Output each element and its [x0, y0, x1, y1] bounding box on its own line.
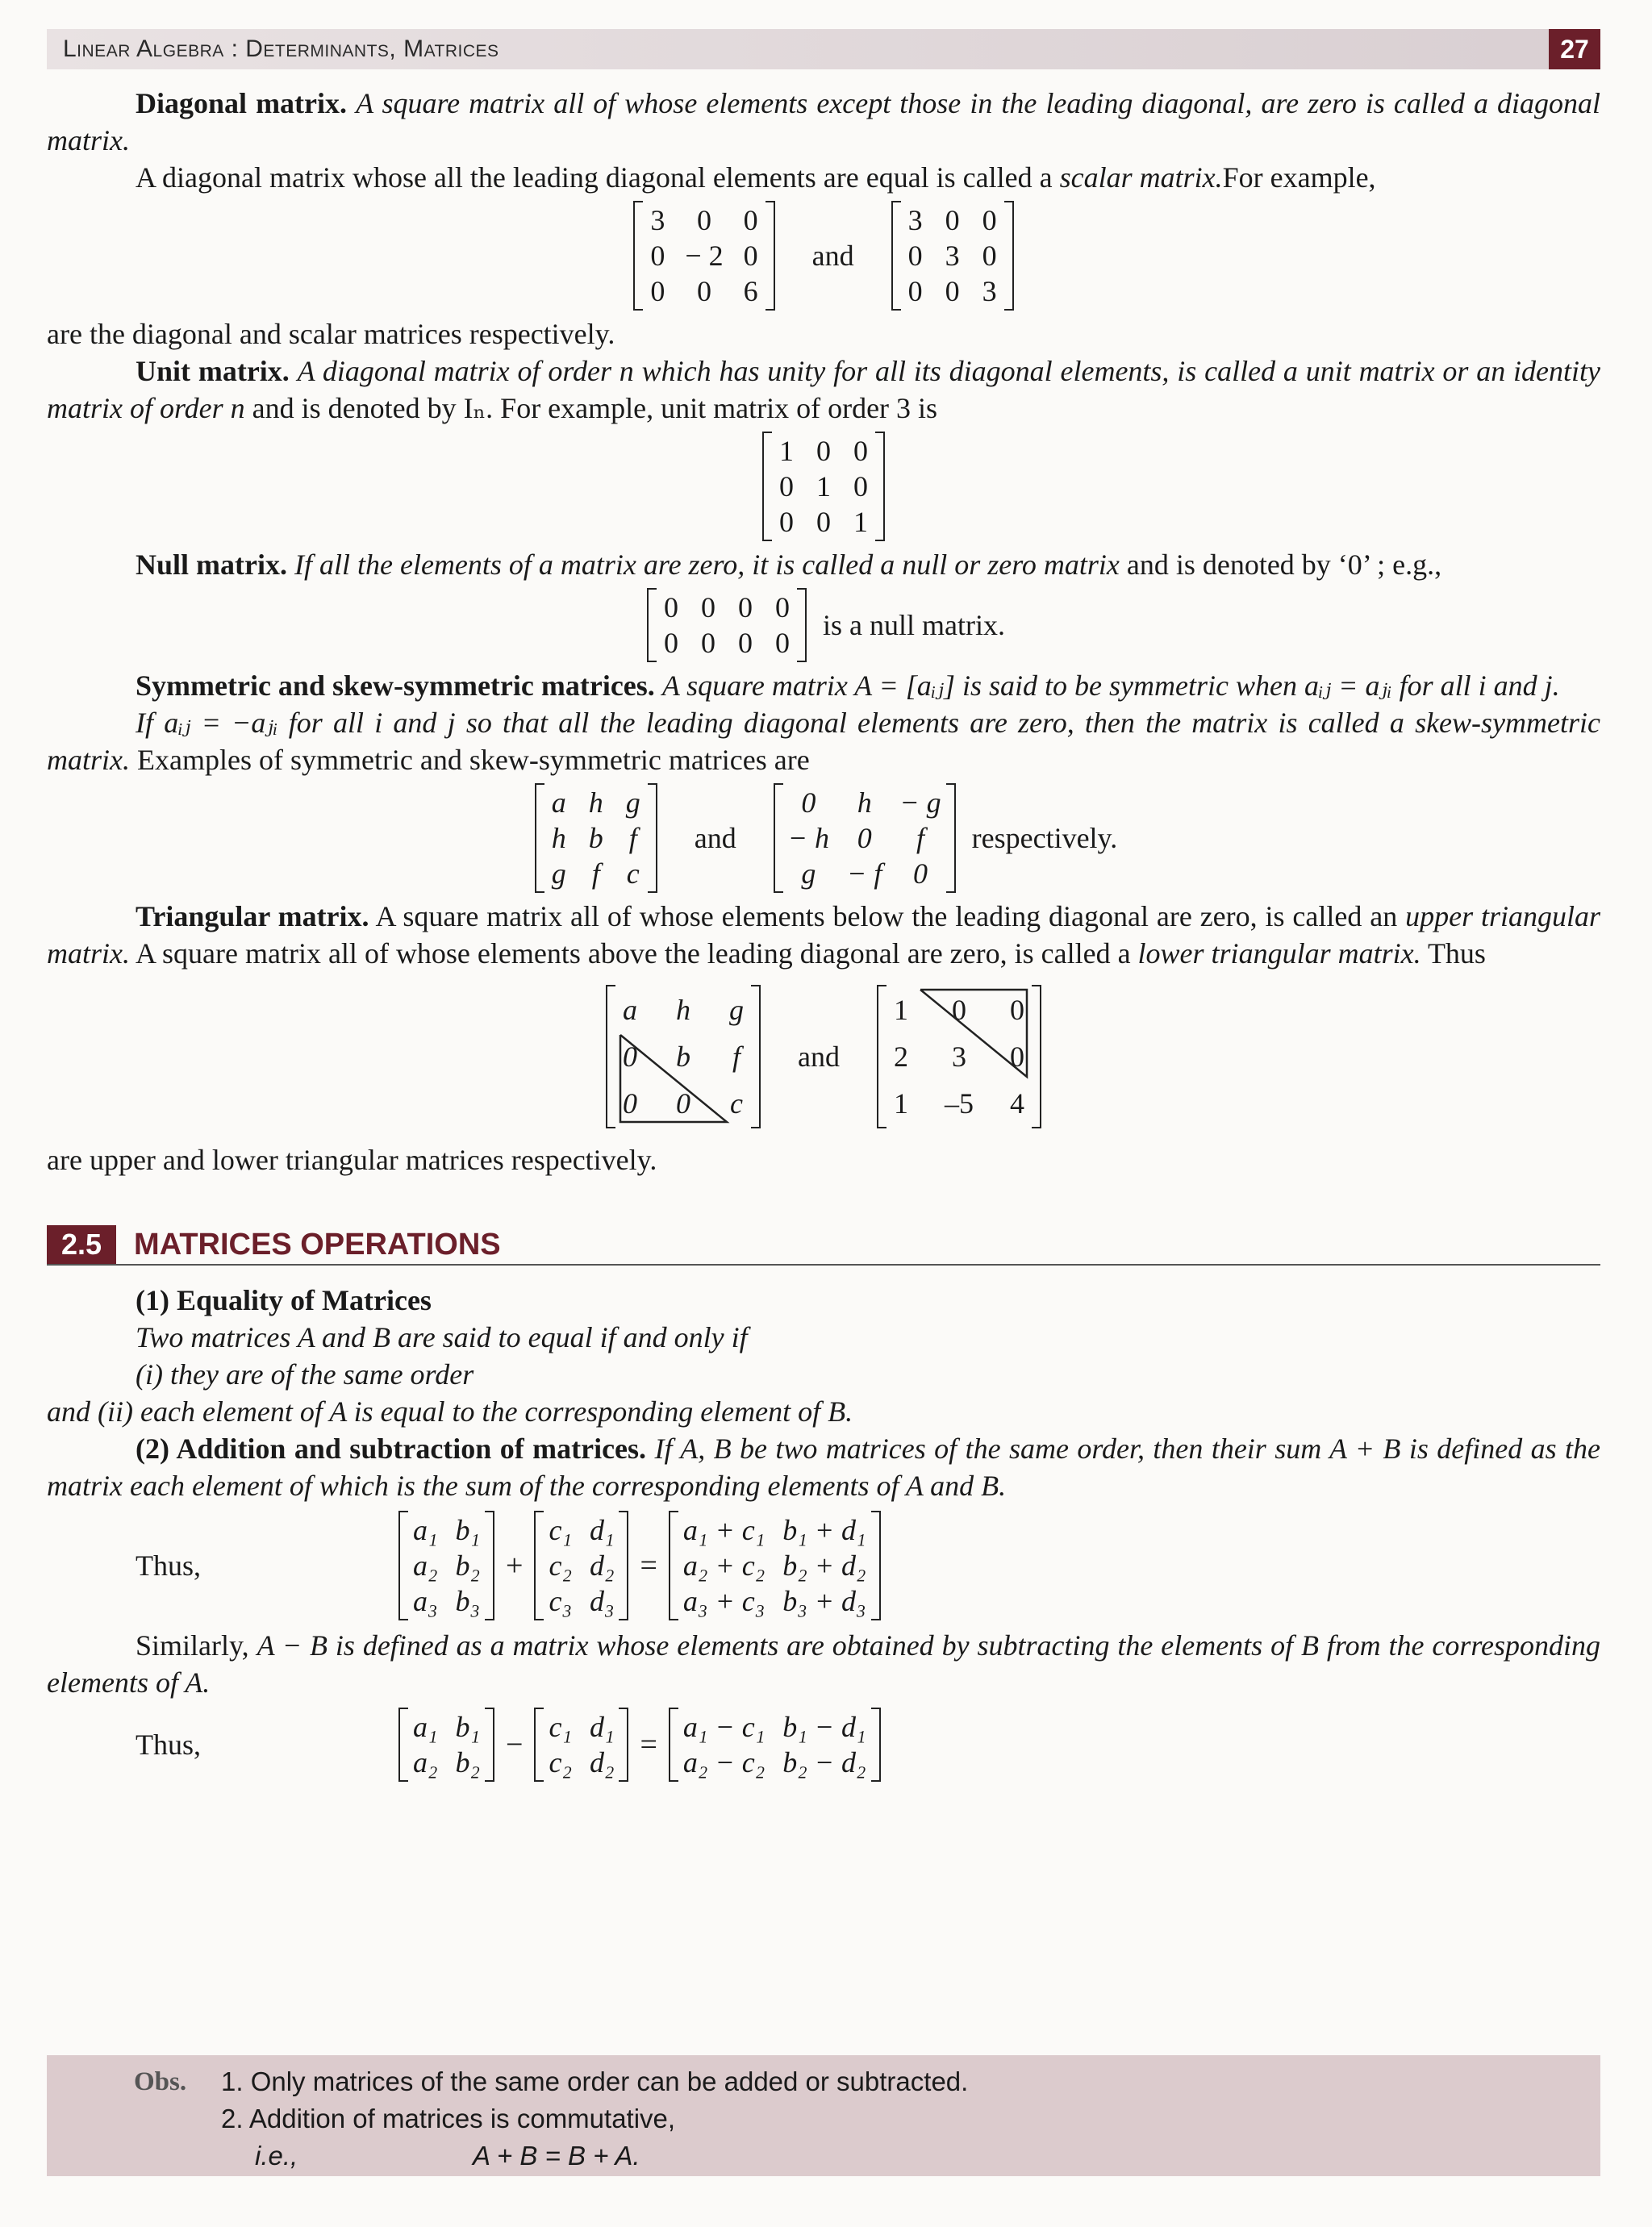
matrix-cell: a₂	[413, 1746, 438, 1779]
matrix-cell: d₁	[589, 1711, 615, 1743]
matrix-cell: 3	[907, 204, 923, 236]
equality-line-1	[47, 1319, 1600, 1356]
matrix-cells	[783, 783, 946, 893]
matrix-cell: 0	[664, 627, 679, 659]
skew-definition	[47, 704, 1600, 778]
matrix-cell: 0	[701, 627, 716, 659]
matrix-cell: 0	[738, 627, 753, 659]
matrix-cell: d₃	[589, 1585, 615, 1617]
matrix-cell: 1	[893, 994, 908, 1026]
page-header	[47, 29, 1600, 69]
matrix-cell: 1	[816, 470, 831, 503]
matrix-cell: c₂	[549, 1746, 572, 1779]
subtraction-definition	[47, 1627, 1600, 1701]
matrix-cell: h	[676, 994, 690, 1026]
matrix-cell: 0	[801, 786, 816, 819]
matrix-cell: 0	[907, 275, 923, 307]
null-definition	[47, 546, 1600, 583]
matrix-cell: c	[626, 857, 640, 890]
matrix-cell: f	[916, 822, 924, 854]
triangular-examples	[47, 985, 1600, 1128]
scalar-text: A diagonal matrix whose all the leading diagonal elements are equal is called a	[136, 161, 1053, 194]
matrix-cell: a₂ − c₂	[682, 1746, 766, 1779]
matrix-cell: 0	[650, 240, 665, 272]
unit-term: Unit matrix.	[136, 355, 290, 387]
matrix-cell: 0	[1009, 1041, 1024, 1073]
triangular-text-2: A square matrix all of whose elements above the leading diagonal are zero, is called a	[136, 937, 1131, 970]
matrix-cell: 0	[701, 591, 716, 623]
matrix-cell: 1	[853, 506, 868, 538]
matrix-cells	[544, 1511, 619, 1620]
matrix-cell: f	[591, 857, 600, 890]
unit-def: A diagonal matrix of order n which has unity for all its diagonal elements, is called a unit matrix or an identity matrix of order n	[47, 355, 1601, 424]
matrix-cell: 0	[623, 1087, 637, 1120]
symmetric-matrix	[535, 783, 657, 893]
matrix-a-b	[398, 1511, 494, 1620]
matrix-cell: g	[729, 994, 744, 1026]
matrix-cell: b₂ − d₂	[782, 1746, 866, 1779]
symmetric-def: A square matrix A = [aᵢⱼ] is said to be symmetric when aᵢⱼ = aⱼᵢ for all i and j.	[661, 669, 1560, 702]
commutative-equation: A + B = B + A.	[473, 2141, 640, 2171]
thus-label: Thus,	[136, 1549, 201, 1582]
symmetric-examples	[47, 783, 1600, 893]
matrix-cell: 3	[982, 275, 997, 307]
skew-symmetric-matrix	[774, 783, 956, 893]
matrix-cell: 0	[697, 204, 711, 236]
matrix-cell: f	[628, 822, 637, 854]
unit-matrix	[762, 432, 885, 541]
ie-label: i.e.,	[255, 2141, 298, 2171]
equality-text-1: Two matrices A and B are said to equal if and only if	[136, 1321, 748, 1353]
null-def: If all the elements of a matrix are zero, it is called a null or zero matrix	[294, 548, 1120, 581]
thus-label: Thus,	[136, 1729, 201, 1761]
matrix-cell: a₁	[413, 1711, 438, 1743]
matrix-cell: c₃	[549, 1585, 572, 1617]
matrix-sum	[669, 1511, 881, 1620]
diagonal-matrix	[633, 201, 774, 311]
matrix-cell: − f	[847, 857, 882, 890]
diagonal-definition	[47, 85, 1600, 159]
matrix-cell: 0	[912, 857, 928, 890]
plus-sign: +	[506, 1549, 524, 1583]
matrix-cell: a₁ − c₁	[682, 1711, 766, 1743]
matrix-cell: h	[857, 786, 872, 819]
equals-sign: =	[640, 1728, 657, 1762]
obs-line-1: 1. Only matrices of the same order can be added or subtracted.	[221, 2066, 969, 2096]
unit-tail: and is denoted by Iₙ. For example, unit matrix of order 3 is	[252, 392, 938, 424]
matrix-cell: − g	[899, 786, 941, 819]
matrix-cell: 3	[951, 1041, 966, 1073]
matrix-cell: d₂	[589, 1549, 615, 1582]
matrix-cell: b₁	[455, 1514, 481, 1546]
matrix-cell: a	[551, 786, 566, 819]
addition-def: If A, B be two matrices of the same order, then their sum A + B is defined as the matrix each element of which is the sum of the corresponding elements of A and B.	[47, 1433, 1600, 1502]
matrix-cell: a₁	[413, 1514, 438, 1546]
matrix-cell: − h	[787, 822, 830, 854]
matrix-cell: b	[588, 822, 603, 854]
matrix-cell: b	[676, 1041, 690, 1073]
null-caption: is a null matrix.	[823, 609, 1005, 641]
equality-line-3	[47, 1393, 1600, 1430]
similarly-text: Similarly,	[136, 1629, 249, 1662]
matrix-cell: 0	[775, 627, 791, 659]
matrix-cell: d₁	[589, 1514, 615, 1546]
matrix-cell: c₂	[549, 1549, 572, 1582]
upper-triangle-marker	[917, 986, 1030, 1082]
matrix-cell: 0	[775, 591, 791, 623]
matrix-cell: 0	[853, 435, 868, 467]
matrix-cell: 4	[1009, 1087, 1024, 1120]
triangular-term: Triangular matrix.	[136, 900, 369, 932]
equality-text-2: (i) they are of the same order	[136, 1358, 474, 1391]
obs-label: Obs.	[134, 2067, 187, 2096]
matrix-cell: 0	[816, 435, 831, 467]
subtraction-example	[47, 1708, 1600, 1782]
matrix-cell: b₂	[455, 1549, 481, 1582]
matrix-cell: c₁	[549, 1514, 572, 1546]
matrix-cell: 0	[945, 275, 960, 307]
matrix-cell: b₁ + d₁	[782, 1514, 866, 1546]
matrix-cell: 0	[907, 240, 923, 272]
and-connector: and	[694, 822, 736, 854]
matrix-cell: 0	[951, 994, 966, 1026]
matrix-cell: g	[801, 857, 816, 890]
matrix-cell: 0	[982, 240, 997, 272]
obs-line-2: 2. Addition of matrices is commutative,	[221, 2104, 676, 2133]
matrix-cell: 0	[650, 275, 665, 307]
matrix-cell: b₂ + d₂	[782, 1549, 866, 1582]
matrix-cell: 1	[779, 435, 794, 467]
matrix-cell: b₃ + d₃	[782, 1585, 866, 1617]
matrix-cell: a	[623, 994, 637, 1026]
triangular-definition	[47, 898, 1600, 972]
matrix-cell: 3	[650, 204, 665, 236]
equals-sign: =	[640, 1549, 657, 1583]
matrix-cell: 0	[664, 591, 679, 623]
equality-line-2	[47, 1356, 1600, 1393]
lower-triangle-marker	[617, 1030, 730, 1125]
unit-definition	[47, 352, 1600, 427]
matrix-cell: a₁ + c₁	[682, 1514, 766, 1546]
scalar-example: For example,	[1222, 161, 1376, 194]
matrix-c-d	[534, 1511, 628, 1620]
addition-term: (2) Addition and subtraction of matrices.	[136, 1433, 647, 1465]
matrix-cells	[772, 432, 875, 541]
matrix-cell: a₂ + c₂	[682, 1549, 766, 1582]
matrix-cells	[657, 588, 797, 662]
skew-examples-intro: Examples of symmetric and skew-symmetric matrices are	[137, 744, 810, 776]
matrix-cell: 0	[697, 275, 711, 307]
section-header	[47, 1225, 1600, 1266]
matrix-cells	[408, 1708, 485, 1782]
matrix-cell: –5	[944, 1087, 974, 1120]
addition-example	[47, 1511, 1600, 1620]
equality-heading	[47, 1282, 1600, 1319]
triangular-text-3: Thus	[1427, 937, 1486, 970]
scalar-term: scalar matrix.	[1059, 161, 1223, 194]
matrix-cells	[901, 201, 1004, 311]
matrix-cell: 2	[893, 1041, 908, 1073]
skew-def: If aᵢⱼ = −aⱼᵢ for all i and j so that all the leading diagonal elements are zero, then the matrix is called a skew-symmetric matrix.	[47, 707, 1600, 776]
matrix-cell: 0	[857, 822, 872, 854]
matrix-cells	[544, 1708, 619, 1782]
matrix-cell: b₁ − d₁	[782, 1711, 866, 1743]
matrix-cell: g	[625, 786, 640, 819]
matrix-cell: h	[588, 786, 603, 819]
symmetric-definition	[47, 667, 1600, 704]
matrix-cell: 3	[945, 240, 960, 272]
matrix-cell: 0	[779, 506, 794, 538]
matrix-cell: 0	[738, 591, 753, 623]
upper-term: upper triangular matrix.	[47, 900, 1601, 970]
matrix-cell: 0	[816, 506, 831, 538]
symmetric-caption: respectively.	[971, 822, 1118, 854]
page-number: 27	[1549, 29, 1600, 69]
addition-definition	[47, 1430, 1600, 1504]
matrix-cell: 0	[676, 1087, 690, 1120]
matrix-cell: 0	[1009, 994, 1024, 1026]
matrix-cell: a₂	[413, 1549, 438, 1582]
null-example	[47, 588, 1600, 662]
minus-sign: −	[506, 1728, 524, 1762]
matrix-cell: g	[551, 857, 566, 890]
lower-triangular-matrix	[877, 985, 1041, 1128]
matrix-cell: 6	[743, 275, 758, 307]
matrix-cell: 0	[743, 240, 758, 272]
matrix-cell: a₃ + c₃	[682, 1585, 766, 1617]
section-title: MATRICES OPERATIONS	[134, 1228, 501, 1262]
matrix-cells	[643, 201, 765, 311]
matrix-cell: 0	[779, 470, 794, 503]
diagonal-term: Diagonal matrix.	[136, 87, 348, 119]
and-connector: and	[798, 1041, 840, 1073]
equality-text-3: and (ii) each element of A is equal to the corresponding element of B.	[47, 1395, 853, 1428]
matrix-a-b	[398, 1708, 494, 1782]
diagonal-def: A square matrix all of whose elements except those in the leading diagonal, are zero is called a diagonal matrix.	[47, 87, 1600, 156]
matrix-cells	[544, 783, 648, 893]
matrix-cell: 1	[893, 1087, 908, 1120]
symmetric-term: Symmetric and skew-symmetric matrices.	[136, 669, 655, 702]
matrix-cell: d₂	[589, 1746, 615, 1779]
null-tail: and is denoted by ‘0’ ; e.g.,	[1126, 548, 1442, 581]
matrix-cell: h	[551, 822, 566, 854]
matrix-cell: a₃	[413, 1585, 438, 1617]
matrix-cell: 0	[945, 204, 960, 236]
equality-term: (1) Equality of Matrices	[136, 1284, 432, 1316]
scalar-matrix	[891, 201, 1014, 311]
matrix-cell: 0	[623, 1041, 637, 1073]
matrix-cell: 0	[743, 204, 758, 236]
unit-example	[47, 432, 1600, 541]
lower-term: lower triangular matrix.	[1137, 937, 1421, 970]
null-term: Null matrix.	[136, 548, 287, 581]
null-matrix	[647, 588, 807, 662]
matrix-cell: 0	[982, 204, 997, 236]
triangular-text-1: A square matrix all of whose elements below the leading diagonal are zero, is called an	[375, 900, 1398, 932]
matrix-cells	[678, 1708, 871, 1782]
upper-triangular-matrix	[606, 985, 761, 1128]
matrix-cell: b₂	[455, 1746, 481, 1779]
section-number: 2.5	[47, 1225, 116, 1264]
matrix-cell: c	[730, 1087, 743, 1120]
matrix-cell: f	[732, 1041, 740, 1073]
observation-box	[47, 2055, 1600, 2176]
matrix-cell: c₁	[549, 1711, 572, 1743]
matrix-difference	[669, 1708, 881, 1782]
matrix-cell: b₃	[455, 1585, 481, 1617]
matrix-cell: b₁	[455, 1711, 481, 1743]
matrix-cell: 0	[853, 470, 868, 503]
diagonal-caption: are the diagonal and scalar matrices respectively.	[47, 318, 615, 350]
page-body	[47, 85, 1600, 1788]
matrix-cells	[408, 1511, 485, 1620]
matrix-c-d	[534, 1708, 628, 1782]
and-connector: and	[811, 240, 854, 272]
subtraction-def: A − B is defined as a matrix whose elements are obtained by subtracting the elements of B from the corresponding elements of A.	[47, 1629, 1601, 1699]
scalar-definition	[47, 159, 1600, 196]
triangular-caption: are upper and lower triangular matrices respectively.	[47, 1144, 657, 1176]
matrix-cell: − 2	[685, 240, 724, 272]
matrix-cells	[678, 1511, 871, 1620]
diagonal-scalar-examples	[47, 201, 1600, 311]
running-head: Linear Algebra : Determinants, Matrices	[63, 35, 499, 62]
